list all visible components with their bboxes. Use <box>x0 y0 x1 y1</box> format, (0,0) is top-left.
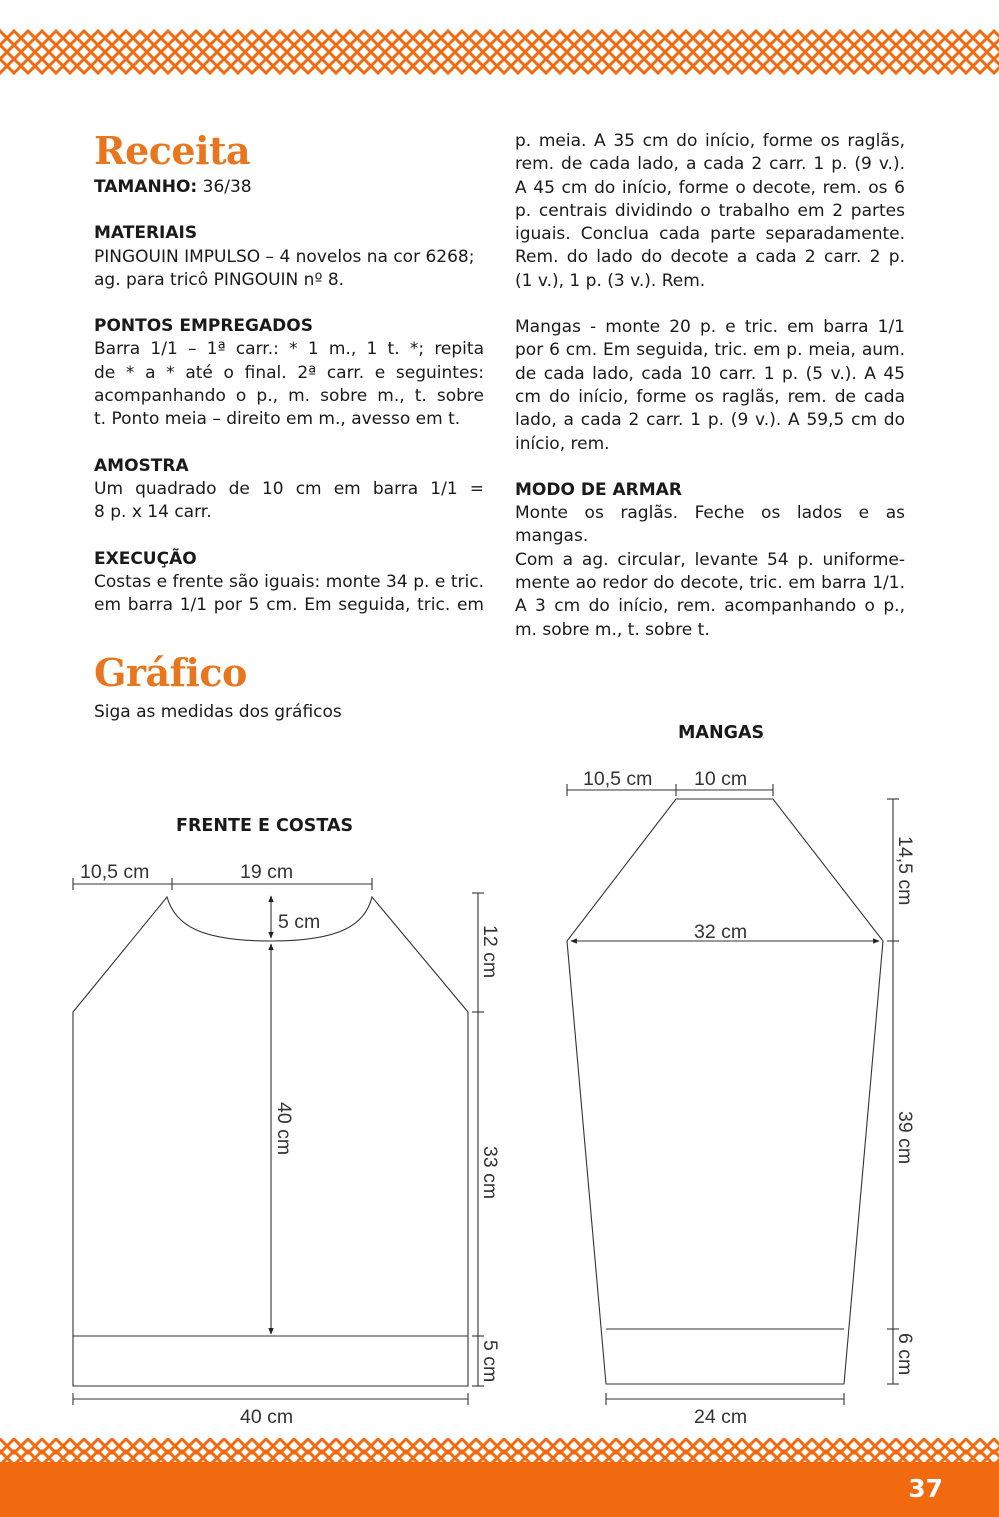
bottom-decorative-band <box>0 1438 999 1464</box>
page-number: 37 <box>908 1474 943 1503</box>
execucao-cont-line: A 45 cm do início, forme o decote, rem. os 6 <box>515 177 905 198</box>
materiais-line: PINGOUIN IMPULSO – 4 novelos na cor 6268; <box>94 246 475 267</box>
modo-line: Monte os raglãs. Feche os lados e as mangas. <box>515 503 905 547</box>
pontos-label: PONTOS EMPREGADOS <box>94 316 313 337</box>
mangas-text-line: cm do início, forme os raglãs, rem. de cada <box>515 386 905 407</box>
materiais-line: ag. para tricô PINGOUIN nº 8. <box>94 269 345 290</box>
mangas-dim-bottom: 24 cm <box>694 1406 748 1428</box>
execucao-cont-line: Rem. do lado do decote a cada 2 carr. 2 p. <box>515 247 905 268</box>
frente-dim-neck: 5 cm <box>278 911 321 933</box>
modo-line: m. sobre m., t. sobre t. <box>515 619 710 640</box>
mangas-dim-right-bot: 6 cm <box>894 1333 916 1376</box>
mangas-dim-top-mid: 10 cm <box>694 768 748 790</box>
execucao-cont-line: p. centrais dividindo o trabalho em 2 partes <box>515 200 905 221</box>
pontos-line: t. Ponto meia – direito em m., avesso em t. <box>94 409 461 430</box>
receita-title: Receita <box>94 128 251 173</box>
mangas-text-line: lado, a cada 2 carr. 1 p. (9 v.). A 59,5 cm do <box>515 410 905 431</box>
execucao-label: EXECUÇÃO <box>94 548 197 569</box>
execucao-cont-line: rem. de cada lado, a cada 2 carr. 1 p. (9 v.). <box>515 154 905 175</box>
pontos-line: acompanhando o p., m. sobre m., t. sobre <box>94 386 484 407</box>
frente-dim-top-mid: 19 cm <box>240 861 294 883</box>
frente-dim-center: 40 cm <box>273 1102 295 1156</box>
mangas-dim-width: 32 cm <box>694 921 748 943</box>
execucao-cont-line: iguais. Conclua cada parte separadamente. <box>515 224 905 245</box>
grafico-subtitle: Siga as medidas dos gráficos <box>94 702 342 722</box>
grafico-title: Gráfico <box>94 650 247 695</box>
frente-dim-right-mid: 33 cm <box>479 1146 501 1200</box>
modo-line: Com a ag. circular, levante 54 p. uniforme- <box>515 549 905 570</box>
execucao-line: em barra 1/1 por 5 cm. Em seguida, tric. em <box>94 595 484 616</box>
amostra-line: Um quadrado de 10 cm em barra 1/1 = <box>94 478 484 499</box>
mangas-text-line: por 6 cm. Em seguida, tric. em p. meia, aum. <box>515 340 905 361</box>
pontos-line: de * a * até o final. 2ª carr. e seguintes: <box>94 362 484 383</box>
modo-line: mente ao redor do decote, tric. em barra 1/1. <box>515 573 905 594</box>
pontos-line: Barra 1/1 – 1ª carr.: * 1 m., 1 t. *; repita <box>94 339 484 360</box>
frente-title: FRENTE E COSTAS <box>176 816 354 836</box>
frente-dim-right-top: 12 cm <box>479 925 501 979</box>
mangas-text-line: de cada lado, cada 10 carr. 1 p. (5 v.). A 45 <box>515 363 905 384</box>
frente-dim-bottom: 40 cm <box>240 1406 294 1428</box>
mangas-outline <box>567 799 883 1384</box>
mangas-dim-top-left: 10,5 cm <box>583 768 653 790</box>
execucao-cont-line: (1 v.), 1 p. (3 v.). Rem. <box>515 270 706 291</box>
tamanho-label: TAMANHO: <box>94 177 198 197</box>
mangas-text-line: início, rem. <box>515 433 610 454</box>
mangas-text-line: Mangas - monte 20 p. e tric. em barra 1/1 <box>515 317 905 338</box>
mangas-dim-right-mid: 39 cm <box>894 1111 916 1165</box>
amostra-label: AMOSTRA <box>94 455 189 476</box>
tamanho-value: 36/38 <box>197 177 252 197</box>
modo-label: MODO DE ARMAR <box>515 479 682 500</box>
modo-line: A 3 cm do início, rem. acompanhando o p., <box>515 596 905 617</box>
execucao-line: Costas e frente são iguais: monte 34 p. e tric. <box>94 571 484 592</box>
execucao-cont-line: p. meia. A 35 cm do início, forme os raglãs, <box>515 131 905 151</box>
frente-dim-right-bot: 5 cm <box>479 1340 501 1383</box>
mangas-dim-right-top: 14,5 cm <box>894 836 916 906</box>
mangas-title: MANGAS <box>678 723 765 743</box>
materiais-label: MATERIAIS <box>94 223 198 244</box>
amostra-line: 8 p. x 14 carr. <box>94 502 212 523</box>
frente-dim-top-left: 10,5 cm <box>80 861 150 883</box>
footer-bar <box>0 1462 999 1517</box>
